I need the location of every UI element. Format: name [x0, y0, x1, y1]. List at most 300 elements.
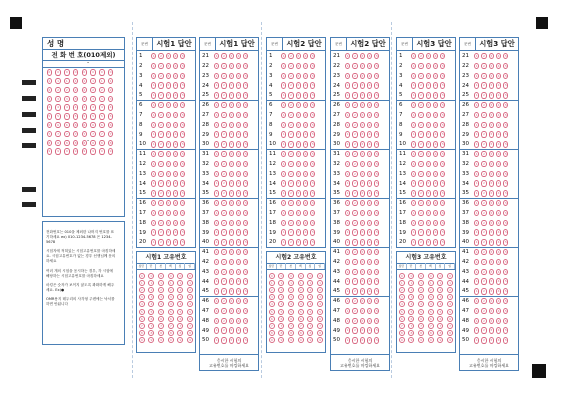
- unique-id-bubble[interactable]: 4: [288, 301, 294, 307]
- unique-id-bubble[interactable]: 9: [139, 337, 145, 343]
- unique-id-bubble[interactable]: 5: [187, 309, 193, 315]
- answer-bubble[interactable]: 3: [297, 230, 300, 235]
- phone-digit-bubble[interactable]: 1: [109, 79, 112, 84]
- answer-bubble[interactable]: 1: [475, 289, 478, 294]
- answer-bubble[interactable]: 4: [497, 230, 500, 235]
- answer-bubble[interactable]: 5: [375, 63, 378, 68]
- answer-bubble[interactable]: 2: [353, 240, 356, 245]
- answer-bubble[interactable]: 4: [174, 54, 177, 59]
- answer-bubble[interactable]: 2: [419, 161, 422, 166]
- answer-bubble[interactable]: 2: [419, 210, 422, 215]
- phone-digit-bubble[interactable]: 0: [83, 70, 86, 75]
- answer-bubble[interactable]: 1: [346, 181, 349, 186]
- answer-bubble[interactable]: 2: [289, 103, 292, 108]
- answer-bubble[interactable]: 3: [361, 201, 364, 206]
- answer-bubble[interactable]: 5: [504, 73, 507, 78]
- unique-id-bubble[interactable]: 2: [317, 287, 323, 293]
- answer-bubble[interactable]: 5: [504, 328, 507, 333]
- answer-bubble[interactable]: 5: [244, 152, 247, 157]
- answer-bubble[interactable]: 4: [304, 240, 307, 245]
- answer-bubble[interactable]: 2: [482, 279, 485, 284]
- answer-bubble[interactable]: 2: [289, 201, 292, 206]
- answer-bubble[interactable]: 1: [346, 54, 349, 59]
- phone-digit-bubble[interactable]: 8: [57, 140, 60, 145]
- answer-bubble[interactable]: 1: [346, 318, 349, 323]
- phone-digit-bubble[interactable]: 3: [74, 96, 77, 101]
- answer-bubble[interactable]: 3: [230, 191, 233, 196]
- answer-bubble[interactable]: 3: [167, 201, 170, 206]
- answer-bubble[interactable]: 4: [174, 240, 177, 245]
- answer-bubble[interactable]: 2: [353, 103, 356, 108]
- answer-bubble[interactable]: 1: [152, 122, 155, 127]
- unique-id-bubble[interactable]: 0: [408, 273, 414, 279]
- answer-bubble[interactable]: 5: [504, 161, 507, 166]
- answer-bubble[interactable]: 5: [441, 161, 444, 166]
- answer-bubble[interactable]: 4: [497, 289, 500, 294]
- answer-bubble[interactable]: 2: [222, 201, 225, 206]
- answer-bubble[interactable]: 2: [222, 230, 225, 235]
- phone-digit-bubble[interactable]: 8: [65, 140, 68, 145]
- answer-bubble[interactable]: 3: [490, 230, 493, 235]
- answer-bubble[interactable]: 4: [497, 210, 500, 215]
- answer-bubble[interactable]: 5: [311, 201, 314, 206]
- phone-digit-bubble[interactable]: 6: [92, 123, 95, 128]
- phone-digit-bubble[interactable]: 9: [100, 149, 103, 154]
- answer-bubble[interactable]: 4: [497, 318, 500, 323]
- answer-bubble[interactable]: 2: [482, 122, 485, 127]
- answer-bubble[interactable]: 3: [230, 112, 233, 117]
- answer-bubble[interactable]: 2: [222, 63, 225, 68]
- unique-id-bubble[interactable]: 4: [148, 301, 154, 307]
- answer-bubble[interactable]: 3: [230, 83, 233, 88]
- answer-bubble[interactable]: 4: [434, 103, 437, 108]
- answer-bubble[interactable]: 5: [244, 289, 247, 294]
- answer-bubble[interactable]: 5: [504, 220, 507, 225]
- answer-bubble[interactable]: 4: [237, 83, 240, 88]
- answer-bubble[interactable]: 2: [159, 191, 162, 196]
- answer-bubble[interactable]: 1: [412, 73, 415, 78]
- answer-bubble[interactable]: 3: [167, 230, 170, 235]
- answer-bubble[interactable]: 1: [412, 191, 415, 196]
- answer-bubble[interactable]: 5: [244, 122, 247, 127]
- answer-bubble[interactable]: 4: [237, 63, 240, 68]
- answer-bubble[interactable]: 2: [159, 220, 162, 225]
- unique-id-bubble[interactable]: 5: [399, 309, 405, 315]
- answer-bubble[interactable]: 4: [434, 122, 437, 127]
- answer-bubble[interactable]: 2: [159, 112, 162, 117]
- answer-bubble[interactable]: 3: [361, 132, 364, 137]
- answer-bubble[interactable]: 5: [181, 152, 184, 157]
- answer-bubble[interactable]: 2: [159, 161, 162, 166]
- answer-bubble[interactable]: 4: [237, 161, 240, 166]
- answer-bubble[interactable]: 3: [167, 152, 170, 157]
- answer-bubble[interactable]: 2: [289, 112, 292, 117]
- phone-digit-bubble[interactable]: 2: [57, 87, 60, 92]
- answer-bubble[interactable]: 2: [222, 338, 225, 343]
- answer-bubble[interactable]: 3: [297, 171, 300, 176]
- answer-bubble[interactable]: 3: [167, 112, 170, 117]
- answer-bubble[interactable]: 5: [504, 250, 507, 255]
- answer-bubble[interactable]: 5: [311, 112, 314, 117]
- answer-bubble[interactable]: 2: [222, 83, 225, 88]
- answer-bubble[interactable]: 3: [427, 191, 430, 196]
- answer-bubble[interactable]: 2: [159, 93, 162, 98]
- answer-bubble[interactable]: 1: [412, 83, 415, 88]
- answer-bubble[interactable]: 1: [152, 161, 155, 166]
- answer-bubble[interactable]: 1: [475, 191, 478, 196]
- answer-bubble[interactable]: 2: [289, 63, 292, 68]
- unique-id-bubble[interactable]: 7: [399, 323, 405, 329]
- answer-bubble[interactable]: 2: [353, 161, 356, 166]
- answer-bubble[interactable]: 3: [490, 132, 493, 137]
- answer-bubble[interactable]: 3: [297, 73, 300, 78]
- answer-bubble[interactable]: 5: [441, 132, 444, 137]
- answer-bubble[interactable]: 3: [297, 240, 300, 245]
- phone-digit-bubble[interactable]: 9: [57, 149, 60, 154]
- answer-bubble[interactable]: 2: [353, 122, 356, 127]
- answer-bubble[interactable]: 2: [289, 152, 292, 157]
- phone-digit-bubble[interactable]: 6: [109, 123, 112, 128]
- answer-bubble[interactable]: 2: [222, 142, 225, 147]
- answer-bubble[interactable]: 1: [346, 152, 349, 157]
- answer-bubble[interactable]: 1: [215, 132, 218, 137]
- answer-bubble[interactable]: 5: [244, 132, 247, 137]
- answer-bubble[interactable]: 2: [289, 161, 292, 166]
- answer-bubble[interactable]: 2: [222, 73, 225, 78]
- answer-bubble[interactable]: 4: [497, 220, 500, 225]
- answer-bubble[interactable]: 2: [353, 201, 356, 206]
- answer-bubble[interactable]: 5: [375, 73, 378, 78]
- unique-id-bubble[interactable]: 1: [177, 280, 183, 286]
- answer-bubble[interactable]: 5: [311, 181, 314, 186]
- answer-bubble[interactable]: 3: [297, 191, 300, 196]
- answer-bubble[interactable]: 3: [167, 103, 170, 108]
- answer-bubble[interactable]: 1: [475, 73, 478, 78]
- answer-bubble[interactable]: 3: [230, 240, 233, 245]
- answer-bubble[interactable]: 5: [244, 161, 247, 166]
- answer-bubble[interactable]: 5: [375, 220, 378, 225]
- answer-bubble[interactable]: 5: [375, 210, 378, 215]
- answer-bubble[interactable]: 5: [181, 230, 184, 235]
- answer-bubble[interactable]: 5: [375, 299, 378, 304]
- answer-bubble[interactable]: 1: [475, 181, 478, 186]
- phone-digit-bubble[interactable]: 9: [92, 149, 95, 154]
- unique-id-bubble[interactable]: 1: [399, 280, 405, 286]
- answer-bubble[interactable]: 3: [297, 103, 300, 108]
- phone-digit-bubble[interactable]: 3: [100, 96, 103, 101]
- answer-bubble[interactable]: 4: [497, 161, 500, 166]
- unique-id-bubble[interactable]: 6: [317, 316, 323, 322]
- answer-bubble[interactable]: 5: [441, 103, 444, 108]
- unique-id-bubble[interactable]: 5: [168, 309, 174, 315]
- answer-bubble[interactable]: 1: [475, 54, 478, 59]
- answer-bubble[interactable]: 1: [152, 142, 155, 147]
- answer-bubble[interactable]: 3: [297, 181, 300, 186]
- answer-bubble[interactable]: 1: [475, 132, 478, 137]
- answer-bubble[interactable]: 5: [244, 240, 247, 245]
- answer-bubble[interactable]: 2: [289, 93, 292, 98]
- answer-bubble[interactable]: 5: [504, 338, 507, 343]
- answer-bubble[interactable]: 5: [441, 191, 444, 196]
- answer-bubble[interactable]: 5: [441, 112, 444, 117]
- answer-bubble[interactable]: 2: [482, 299, 485, 304]
- unique-id-bubble[interactable]: 3: [307, 294, 313, 300]
- answer-bubble[interactable]: 3: [490, 54, 493, 59]
- unique-id-bubble[interactable]: 7: [278, 323, 284, 329]
- answer-bubble[interactable]: 1: [282, 220, 285, 225]
- answer-bubble[interactable]: 2: [222, 318, 225, 323]
- answer-bubble[interactable]: 2: [419, 142, 422, 147]
- answer-bubble[interactable]: 1: [412, 63, 415, 68]
- answer-bubble[interactable]: 2: [222, 210, 225, 215]
- answer-bubble[interactable]: 1: [475, 171, 478, 176]
- answer-bubble[interactable]: 1: [282, 210, 285, 215]
- answer-bubble[interactable]: 2: [222, 54, 225, 59]
- answer-bubble[interactable]: 5: [311, 54, 314, 59]
- unique-id-bubble[interactable]: 6: [269, 316, 275, 322]
- answer-bubble[interactable]: 5: [441, 210, 444, 215]
- phone-digit-bubble[interactable]: 5: [92, 114, 95, 119]
- answer-bubble[interactable]: 1: [346, 171, 349, 176]
- answer-bubble[interactable]: 2: [222, 103, 225, 108]
- phone-digit-bubble[interactable]: 3: [109, 96, 112, 101]
- answer-bubble[interactable]: 3: [230, 308, 233, 313]
- answer-bubble[interactable]: 4: [237, 220, 240, 225]
- answer-bubble[interactable]: 3: [361, 112, 364, 117]
- answer-bubble[interactable]: 1: [346, 259, 349, 264]
- answer-bubble[interactable]: 1: [215, 230, 218, 235]
- answer-bubble[interactable]: 1: [412, 171, 415, 176]
- answer-bubble[interactable]: 2: [222, 132, 225, 137]
- answer-bubble[interactable]: 1: [215, 289, 218, 294]
- answer-bubble[interactable]: 4: [497, 132, 500, 137]
- answer-bubble[interactable]: 4: [368, 161, 371, 166]
- phone-digit-bubble[interactable]: 7: [57, 131, 60, 136]
- answer-bubble[interactable]: 3: [490, 83, 493, 88]
- answer-bubble[interactable]: 2: [419, 54, 422, 59]
- answer-bubble[interactable]: 1: [215, 93, 218, 98]
- answer-bubble[interactable]: 4: [237, 171, 240, 176]
- answer-bubble[interactable]: 2: [222, 279, 225, 284]
- answer-bubble[interactable]: 5: [181, 63, 184, 68]
- answer-bubble[interactable]: 3: [490, 269, 493, 274]
- answer-bubble[interactable]: 3: [361, 279, 364, 284]
- answer-bubble[interactable]: 3: [427, 240, 430, 245]
- answer-bubble[interactable]: 3: [427, 112, 430, 117]
- unique-id-bubble[interactable]: 1: [447, 280, 453, 286]
- unique-id-bubble[interactable]: 0: [447, 273, 453, 279]
- unique-id-bubble[interactable]: 8: [158, 330, 164, 336]
- answer-bubble[interactable]: 1: [412, 152, 415, 157]
- unique-id-bubble[interactable]: 6: [168, 316, 174, 322]
- answer-bubble[interactable]: 2: [222, 299, 225, 304]
- answer-bubble[interactable]: 3: [230, 122, 233, 127]
- answer-bubble[interactable]: 3: [230, 289, 233, 294]
- unique-id-bubble[interactable]: 7: [288, 323, 294, 329]
- answer-bubble[interactable]: 5: [244, 191, 247, 196]
- unique-id-bubble[interactable]: 4: [278, 301, 284, 307]
- answer-bubble[interactable]: 2: [419, 191, 422, 196]
- answer-bubble[interactable]: 2: [419, 240, 422, 245]
- answer-bubble[interactable]: 1: [215, 250, 218, 255]
- unique-id-bubble[interactable]: 6: [278, 316, 284, 322]
- answer-bubble[interactable]: 3: [361, 230, 364, 235]
- phone-digit-bubble[interactable]: 9: [109, 149, 112, 154]
- answer-bubble[interactable]: 2: [419, 152, 422, 157]
- unique-id-bubble[interactable]: 0: [437, 273, 443, 279]
- answer-bubble[interactable]: 5: [181, 220, 184, 225]
- answer-bubble[interactable]: 1: [475, 220, 478, 225]
- answer-bubble[interactable]: 1: [215, 220, 218, 225]
- answer-bubble[interactable]: 5: [244, 308, 247, 313]
- unique-id-bubble[interactable]: 9: [418, 337, 424, 343]
- answer-bubble[interactable]: 4: [497, 63, 500, 68]
- answer-bubble[interactable]: 4: [237, 54, 240, 59]
- answer-bubble[interactable]: 2: [353, 308, 356, 313]
- unique-id-bubble[interactable]: 4: [428, 301, 434, 307]
- unique-id-bubble[interactable]: 6: [428, 316, 434, 322]
- answer-bubble[interactable]: 1: [282, 152, 285, 157]
- answer-bubble[interactable]: 3: [230, 181, 233, 186]
- answer-bubble[interactable]: 2: [482, 210, 485, 215]
- answer-bubble[interactable]: 3: [167, 191, 170, 196]
- answer-bubble[interactable]: 1: [346, 161, 349, 166]
- answer-bubble[interactable]: 1: [282, 73, 285, 78]
- answer-bubble[interactable]: 4: [497, 73, 500, 78]
- answer-bubble[interactable]: 2: [289, 181, 292, 186]
- answer-bubble[interactable]: 3: [297, 63, 300, 68]
- answer-bubble[interactable]: 4: [368, 259, 371, 264]
- answer-bubble[interactable]: 2: [289, 210, 292, 215]
- answer-bubble[interactable]: 4: [497, 279, 500, 284]
- answer-bubble[interactable]: 3: [361, 299, 364, 304]
- answer-bubble[interactable]: 4: [304, 220, 307, 225]
- answer-bubble[interactable]: 2: [482, 230, 485, 235]
- unique-id-bubble[interactable]: 8: [288, 330, 294, 336]
- unique-id-bubble[interactable]: 5: [428, 309, 434, 315]
- answer-bubble[interactable]: 5: [244, 338, 247, 343]
- phone-digit-bubble[interactable]: 2: [65, 87, 68, 92]
- answer-bubble[interactable]: 4: [237, 240, 240, 245]
- answer-bubble[interactable]: 4: [304, 103, 307, 108]
- answer-bubble[interactable]: 4: [237, 142, 240, 147]
- answer-bubble[interactable]: 5: [375, 54, 378, 59]
- answer-bubble[interactable]: 2: [353, 171, 356, 176]
- answer-bubble[interactable]: 4: [237, 289, 240, 294]
- answer-bubble[interactable]: 5: [244, 73, 247, 78]
- answer-bubble[interactable]: 2: [419, 230, 422, 235]
- answer-bubble[interactable]: 3: [230, 132, 233, 137]
- phone-digit-bubble[interactable]: 3: [92, 96, 95, 101]
- answer-bubble[interactable]: 3: [361, 83, 364, 88]
- unique-id-bubble[interactable]: 4: [307, 301, 313, 307]
- unique-id-bubble[interactable]: 0: [148, 273, 154, 279]
- answer-bubble[interactable]: 4: [237, 132, 240, 137]
- answer-bubble[interactable]: 5: [311, 240, 314, 245]
- phone-digit-bubble[interactable]: 2: [109, 87, 112, 92]
- answer-bubble[interactable]: 1: [346, 240, 349, 245]
- answer-bubble[interactable]: 2: [159, 230, 162, 235]
- unique-id-bubble[interactable]: 2: [158, 287, 164, 293]
- unique-id-bubble[interactable]: 1: [148, 280, 154, 286]
- answer-bubble[interactable]: 4: [434, 191, 437, 196]
- answer-bubble[interactable]: 3: [490, 328, 493, 333]
- answer-bubble[interactable]: 3: [427, 161, 430, 166]
- unique-id-bubble[interactable]: 1: [158, 280, 164, 286]
- answer-bubble[interactable]: 1: [215, 191, 218, 196]
- phone-digit-bubble[interactable]: 6: [65, 123, 68, 128]
- answer-bubble[interactable]: 1: [282, 161, 285, 166]
- answer-bubble[interactable]: 2: [159, 201, 162, 206]
- unique-id-bubble[interactable]: 6: [288, 316, 294, 322]
- unique-id-bubble[interactable]: 4: [139, 301, 145, 307]
- unique-id-bubble[interactable]: 7: [187, 323, 193, 329]
- answer-bubble[interactable]: 2: [482, 152, 485, 157]
- answer-bubble[interactable]: 1: [215, 338, 218, 343]
- answer-bubble[interactable]: 4: [497, 259, 500, 264]
- answer-bubble[interactable]: 1: [215, 279, 218, 284]
- unique-id-bubble[interactable]: 0: [317, 273, 323, 279]
- answer-bubble[interactable]: 5: [311, 103, 314, 108]
- answer-bubble[interactable]: 1: [346, 122, 349, 127]
- answer-bubble[interactable]: 5: [311, 73, 314, 78]
- answer-bubble[interactable]: 5: [504, 171, 507, 176]
- phone-digit-bubble[interactable]: 6: [74, 123, 77, 128]
- answer-bubble[interactable]: 2: [482, 269, 485, 274]
- answer-bubble[interactable]: 1: [346, 210, 349, 215]
- answer-bubble[interactable]: 4: [434, 210, 437, 215]
- answer-bubble[interactable]: 4: [237, 299, 240, 304]
- unique-id-bubble[interactable]: 6: [437, 316, 443, 322]
- unique-id-bubble[interactable]: 9: [437, 337, 443, 343]
- unique-id-bubble[interactable]: 1: [298, 280, 304, 286]
- answer-bubble[interactable]: 1: [346, 63, 349, 68]
- unique-id-bubble[interactable]: 4: [317, 301, 323, 307]
- answer-bubble[interactable]: 3: [361, 269, 364, 274]
- answer-bubble[interactable]: 2: [289, 54, 292, 59]
- answer-bubble[interactable]: 2: [222, 161, 225, 166]
- answer-bubble[interactable]: 5: [441, 93, 444, 98]
- answer-bubble[interactable]: 4: [497, 152, 500, 157]
- answer-bubble[interactable]: 2: [222, 308, 225, 313]
- answer-bubble[interactable]: 3: [427, 103, 430, 108]
- answer-bubble[interactable]: 1: [346, 73, 349, 78]
- answer-bubble[interactable]: 5: [311, 161, 314, 166]
- unique-id-bubble[interactable]: 5: [278, 309, 284, 315]
- answer-bubble[interactable]: 3: [361, 171, 364, 176]
- unique-id-bubble[interactable]: 9: [288, 337, 294, 343]
- answer-bubble[interactable]: 5: [375, 122, 378, 127]
- unique-id-bubble[interactable]: 2: [307, 287, 313, 293]
- answer-bubble[interactable]: 4: [434, 171, 437, 176]
- answer-bubble[interactable]: 4: [497, 171, 500, 176]
- answer-bubble[interactable]: 2: [222, 191, 225, 196]
- answer-bubble[interactable]: 4: [434, 142, 437, 147]
- answer-bubble[interactable]: 4: [174, 122, 177, 127]
- answer-bubble[interactable]: 4: [304, 122, 307, 127]
- answer-bubble[interactable]: 1: [346, 83, 349, 88]
- answer-bubble[interactable]: 2: [482, 112, 485, 117]
- answer-bubble[interactable]: 3: [230, 328, 233, 333]
- answer-bubble[interactable]: 2: [353, 318, 356, 323]
- unique-id-bubble[interactable]: 6: [399, 316, 405, 322]
- answer-bubble[interactable]: 5: [375, 103, 378, 108]
- answer-bubble[interactable]: 1: [215, 201, 218, 206]
- phone-digit-bubble[interactable]: 5: [100, 114, 103, 119]
- answer-bubble[interactable]: 3: [427, 122, 430, 127]
- answer-bubble[interactable]: 3: [230, 338, 233, 343]
- answer-bubble[interactable]: 4: [368, 308, 371, 313]
